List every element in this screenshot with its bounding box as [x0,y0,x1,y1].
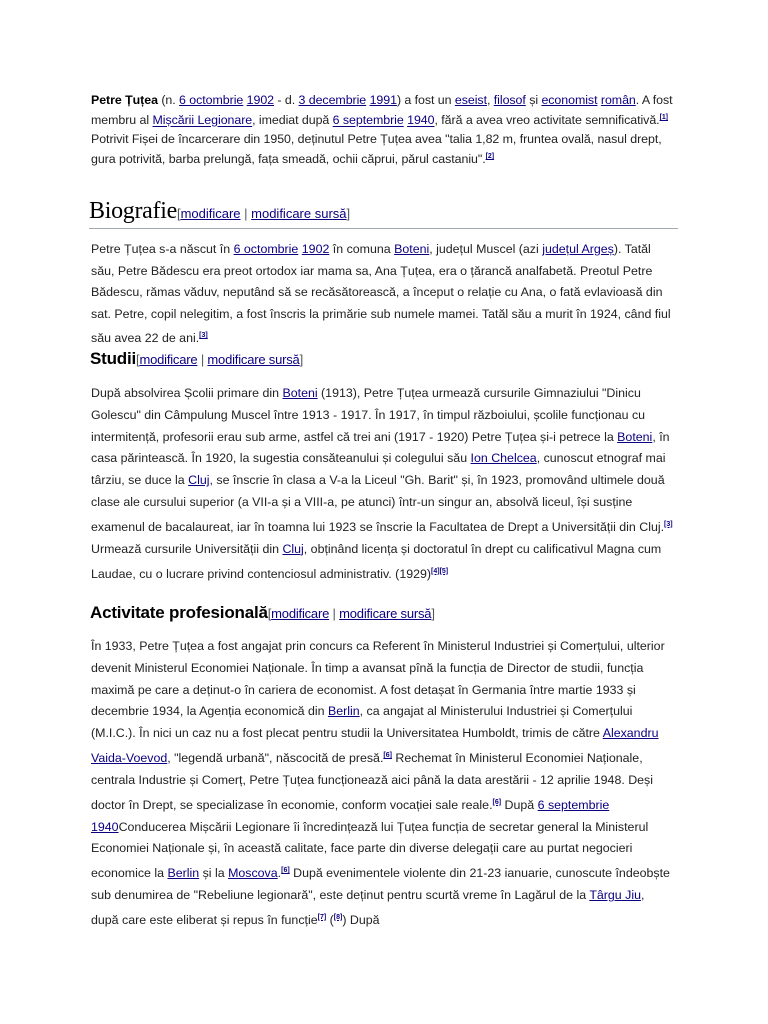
reference-link[interactable]: [6] [383,751,392,759]
link-birth-date[interactable]: 6 octombrie [233,242,299,256]
link-boteni[interactable]: Boteni [617,429,653,444]
link-death-year[interactable]: 1991 [369,93,397,107]
studii-paragraph: După absolvirea Școlii primare din Boteni (1913), Petre Țuțea urmează cursurile Gimnaziului "Dinicu Golescu" din Câmpulung Muscel între 1913 - 1917. În 1917, în timpul războiului, școlile funcționau cu intermitență, profesorii erau sub arme, astfel că trei ani (1917 - 1920) Petre Țuțea și-i petrece la Boteni, în casa părintească. În 1920, la sugestia consăteanului și colegului său Ion Chelcea, cunoscut etnograf mai târziu, se duce la Cluj, se înscrie în clasa a V-a la Liceul "Gh. Barit" și, în 1923, promovând ultimele două clase ale cursului superior (a VII-a și a VIII-a, pe atunci) într-un singur an, absolvă liceul, își susține examenul de bacalaureat, iar în toamna lui 1923 se înscrie la Facultatea de Drept a Universității din Cluj.[3] Urmează cursurile Universității din Cluj, obținând licența și doctoratul în drept cu calificativul Magna cum Laudae, cu o lucrare privind contenciosul administrativ. (1929)[4][5] [91,386,673,581]
section-heading-studii [90,349,303,369]
edit-section-links: [modificare | modificare sursă] [136,352,304,367]
intro-paragraph: Petre Țuțea (n. 6 octombrie 1902 - d. 3 decembrie 1991) a fost un eseist, filosof și economist român. A fost membru al Mișcării Legionare, imediat după 6 septembrie 1940, fără a avea vreo activitate semnificativă.[1] Potrivit Fișei de încarcerare din 1950, deținutul Petre Țuțea avea "talia 1,82 m, fruntea ovală, nasul drept, gura potrivită, barba prelungă, fața smeadă, ochii căprui, părul castaniu".[2] [91,93,673,167]
link-birth-year[interactable]: 1902 [246,93,275,107]
link-targu-jiu[interactable]: Târgu Jiu [589,888,641,903]
reference-link[interactable]: [2] [485,153,495,161]
edit-link[interactable]: modificare [180,206,241,221]
link-1940[interactable]: 1940 [91,819,119,834]
section-title: Biografie [89,198,177,224]
section-title: Activitate profesională [90,603,268,622]
link-ion-chelcea[interactable]: Ion Chelcea [470,451,537,466]
article-subject-name: Petre Țuțea [91,93,158,107]
link-boteni[interactable]: Boteni [282,386,318,400]
biografie-paragraph: Petre Țuțea s-a născut în 6 octombrie 1902 în comuna Boteni, județul Muscel (azi județul Argeș). Tatăl său, Petre Bădescu era preot ortodox iar mama sa, Ana Țuțea, era o țărancă analfabetă. Preotul Petre Bădescu, rămas văduv, neputând să se recăsătorească, a început o relație cu Ana, o fată evlavioasă din sat. Petre, copil nelegitim, a fost înscris la primărie sub numele mamei. Tatăl său a murit în 1924, când fiul său avea 22 de ani.[3] [91,242,671,346]
edit-source-link[interactable]: modificare sursă [339,606,432,621]
link-6-septembrie[interactable]: 6 septembrie [332,113,404,128]
reference-link[interactable]: [6] [492,798,502,806]
section-heading-activitate-profesionala [90,603,435,623]
link-miscarea-legionara[interactable]: Mișcării Legionare [152,113,253,128]
reference-link[interactable]: [3] [199,332,208,339]
link-cluj[interactable]: Cluj [188,473,210,488]
edit-source-link[interactable]: modificare sursă [207,352,300,367]
link-berlin[interactable]: Berlin [327,704,360,719]
link-moscova[interactable]: Moscova [228,866,278,881]
link-death-date[interactable]: 3 decembrie [298,93,367,107]
reference-link[interactable]: [7] [317,913,327,921]
reference-link[interactable]: [4][5] [431,567,449,575]
edit-section-links: [modificare | modificare sursă] [176,206,351,221]
reference-link[interactable]: [6] [281,867,290,875]
link-birth-year[interactable]: 1902 [301,242,330,256]
section-title: Studii [90,349,137,368]
link-birth-date[interactable]: 6 octombrie [179,93,244,107]
link-economist[interactable]: economist [541,93,598,107]
edit-link[interactable]: modificare [271,606,330,621]
edit-link[interactable]: modificare [139,352,198,367]
link-berlin[interactable]: Berlin [167,866,200,881]
link-cluj[interactable]: Cluj [282,541,304,556]
section-heading-biografie [89,198,678,229]
link-6-septembrie[interactable]: 6 septembrie [537,797,610,812]
link-filosof[interactable]: filosof [493,93,526,107]
edit-section-links: [modificare | modificare sursă] [267,606,435,621]
reference-link[interactable]: [3] [664,520,673,528]
reference-link[interactable]: [1] [659,114,668,122]
link-judetul-arges[interactable]: județul Argeș [542,242,614,256]
edit-source-link[interactable]: modificare sursă [251,206,347,221]
link-alexandru-vaida-voevod[interactable]: Alexandru Vaida-Voevod [91,726,659,766]
link-roman[interactable]: român [600,93,636,107]
link-eseist[interactable]: eseist [454,93,487,107]
reference-link[interactable]: [8] [333,913,343,921]
link-1940[interactable]: 1940 [407,113,435,128]
activitate-paragraph: În 1933, Petre Țuțea a fost angajat prin concurs ca Referent în Ministerul Industriei și Comerțului, ulterior devenit Ministerul Economiei Naționale. În timp a avansat pînă la funcția de Director de studii, funcția maximă pe care a deținut-o în cariera de economist. A fost detașat în Germania între martie 1933 și decembrie 1934, la Agenția economică din Berlin, ca angajat al Ministerului Industriei și Comerțului (M.I.C.). În nici un caz nu a fost plecat pentru studii la Universitatea Humboldt, trimis de către Alexandru Vaida-Voevod, "legendă urbană", născocită de presă.[6] Rechemat în Ministerul Economiei Naționale, centrala Industrie și Comerț, Petre Țuțea funcționează aici până la data arestării - 12 aprilie 1948. Deși doctor în Drept, se specializase în economie, conform vocației sale reale.[6] După 6 septembrie 1940Conducerea Mișcării Legionare îi încredințează lui Țuțea funcția de secretar general la Ministerul Economiei Naționale și, în această calitate, face parte din diverse delegații care au purtat negocieri economice la Berlin și la Moscova.[6] După evenimentele violente din 21-23 ianuarie, cunoscute îndeobște sub denumirea de "Rebeliune legionară", este deținut pentru scurtă vreme în Lagărul de la Târgu Jiu, după care este eliberat și repus în funcție[7] ([8]) După [91,639,670,928]
link-boteni[interactable]: Boteni [394,242,430,256]
